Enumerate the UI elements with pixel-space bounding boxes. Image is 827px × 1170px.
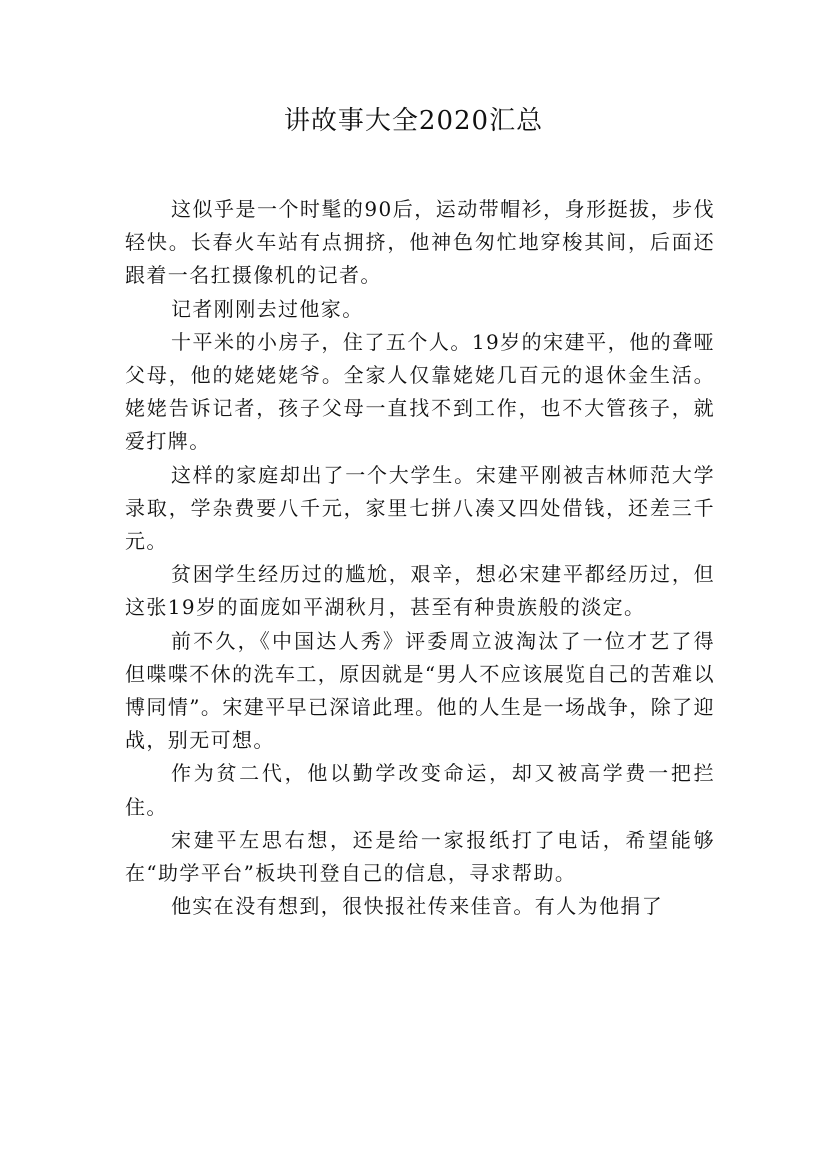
paragraph: 作为贫二代，他以勤学改变命运，却又被高学费一把拦住。 bbox=[125, 761, 715, 819]
paragraph: 十平米的小房子，住了五个人。19岁的宋建平，他的聋哑父母，他的姥姥姥爷。全家人仅靠姥姥几百元的退休金生活。姥姥告诉记者，孩子父母一直找不到工作，也不大管孩子，就爱打牌。 bbox=[125, 329, 715, 454]
document-title: 讲故事大全2020汇总 bbox=[283, 106, 544, 136]
paragraph: 前不久，《中国达人秀》评委周立波淘汰了一位才艺了得但喋喋不休的洗车工，原因就是“男人不应该展览自己的苦难以博同情”。宋建平早已深谙此理。他的人生是一场战争，除了迎战，别无可想。 bbox=[125, 628, 715, 753]
paragraph: 他实在没有想到，很快报社传来佳音。有人为他捐了 bbox=[171, 894, 664, 919]
paragraph: 记者刚刚去过他家。 bbox=[171, 296, 364, 321]
paragraph: 这样的家庭却出了一个大学生。宋建平刚被吉林师范大学录取，学杂费要八千元，家里七拼八凑又四处借钱，还差三千元。 bbox=[125, 462, 715, 554]
paragraph: 宋建平左思右想，还是给一家报纸打了电话，希望能够在“助学平台”板块刊登自己的信息，寻求帮助。 bbox=[125, 827, 715, 886]
paragraph: 贫困学生经历过的尴尬，艰辛，想必宋建平都经历过，但这张19岁的面庞如平湖秋月，甚至有种贵族般的淡定。 bbox=[125, 562, 715, 620]
document-body bbox=[125, 193, 715, 923]
paragraph: 这似乎是一个时髦的90后，运动带帽衫，身形挺拔，步伐轻快。长春火车站有点拥挤，他神色匆忙地穿梭其间，后面还跟着一名扛摄像机的记者。 bbox=[125, 197, 715, 288]
